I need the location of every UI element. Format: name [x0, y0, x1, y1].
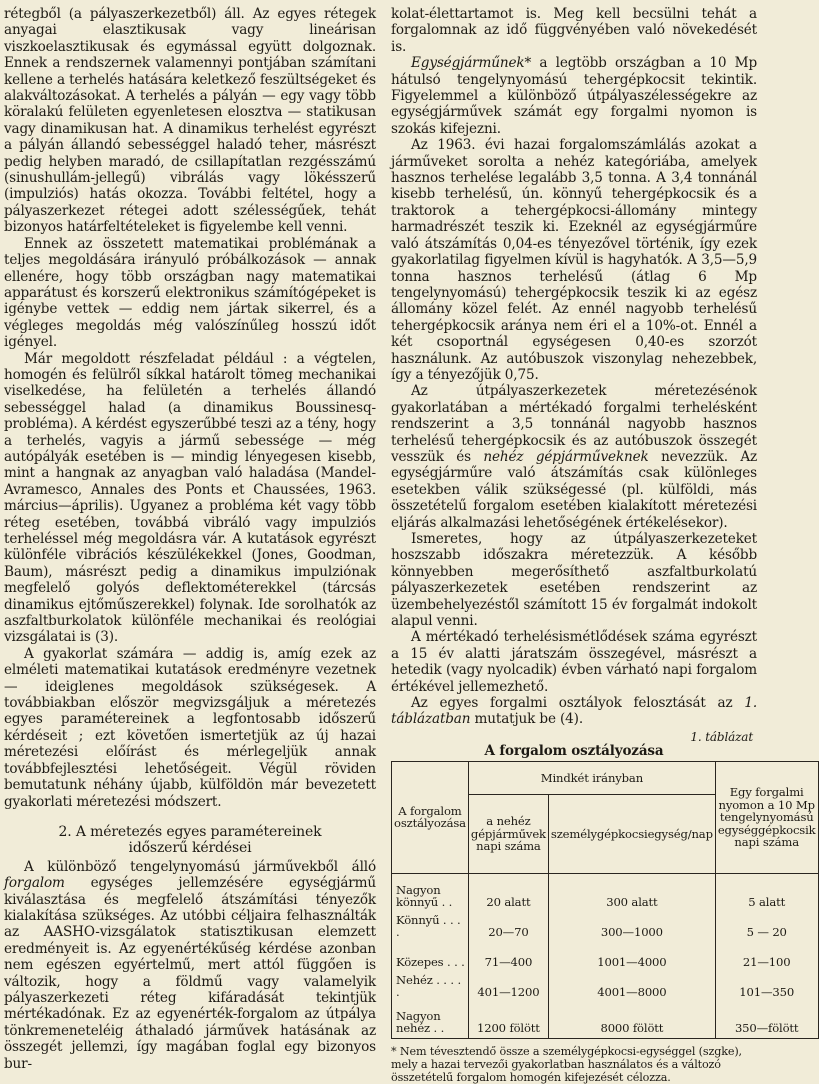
paragraph: Már megoldott részfeladat például : a végtelen, homogén és felülről síkkal határolt tömeg mechanikai viselkedése, ha felületén a terhelés állandó sebességgel halad (a dinamikus Boussinesq-probléma). A kérdést egyszerűbbé teszi az a tény, hogy a terhelés, vagyis a jármű sebessége — még autópályák esetében is — mindig lényegesen kisebb, mint a hangnak az anyagban való haladása (Mandel-Avramesco, Annales des Ponts et Chaussées, 1963. március—április). Ugyanez a probléma két vagy több réteg esetében, továbbá vibráló vagy impulziós terheléssel még megoldásra vár. A kutatások egyrészt különféle vibrációs készülékekkel (Jones, Goodman, Baum), másrészt pedig a dinamikus impulziónak megfelelő golyós deflektométerekkel (tárcsás dinamikus ejtőműszerekkel) folynak. Ide sorolhatók az aszfaltburkolatok különféle mechanikai és reológiai vizsgálatai is (3).	[4, 350, 376, 646]
table-header-cell: Mindkét irányban	[468, 761, 715, 794]
paragraph	[4, 859, 376, 1072]
emphasis: nehéz gépjárműveknek	[483, 448, 649, 465]
table-cell: 4001—8000	[548, 972, 715, 1002]
text-run: * a legtöbb országban a 10 Mp hátulsó tengelynyomású tehergépkocsit tekintik. Figyelemmel a különböző útpályaszélességekre az egységjárművek számát egy forgalmi nyomon is szokás kifejezni.	[391, 55, 757, 137]
table-cell: 1001—4000	[548, 942, 715, 972]
text-run: nevezzük. Az egységjárműre való átszámítás csak különleges esetekben válik szükségessé (pl. külföldi, más összetételű forgalom esetében kialakított méretezési eljárás alkalmazási lehetőségének értékelésekor).	[391, 448, 757, 531]
table-cell: 401—1200	[468, 972, 548, 1002]
table-header-cell: A forgalom osztályozása	[392, 761, 469, 873]
section-heading	[4, 824, 376, 857]
text-run: A különböző tengelynyomású járművekből álló	[24, 858, 376, 875]
table-cell: 21—100	[715, 942, 818, 972]
table-cell: 300—1000	[548, 912, 715, 942]
table-cell: 8000 fölött	[548, 1002, 715, 1039]
paragraph: rétegből (a pályaszerkezetből) áll. Az egyes rétegek anyagai elasztikusak vagy lineárisan viszkoelasztikusak és egymással együtt dolgoznak. Ennek a rendszernek valamennyi pontjában számítani kellene a terhelés hatására keletkező feszültségeket és alakváltozásokat. A terhelés a pályán — egy vagy több köralakú felületen egyenletesen elosztva — statikusan vagy dinamikusan hat. A dinamikus terhelést egyrészt a pályán állandó sebességgel haladó teher, másrészt pedig helyben maradó, de csillapítatlan rezgésszámú (sinushullám-jellegű) vibrálás vagy lökésszerű (impulziós) hatás okozza. További feltétel, hogy a pályaszerkezet rétegei adott szélességűek, tehát bizonyos határfeltételeket is figyelembe kell venni.	[4, 6, 376, 236]
paragraph: A gyakorlat számára — addig is, amíg ezek az elméleti matematikai kutatások eredményre vezetnek — ideiglenes megoldások szükségesek. A továbbiakban először megvizsgáljuk a méretezés egyes paramétereinek a legfontosabb időszerű kérdéseit ; ezt követően ismertetjük az új hazai méretezési előírást és mérlegeljük annak továbbfejlesztési lehetőségeit. Végül röviden bemutatunk néhány újabb, külföldön már bevezetett gyakorlati méretezési módszert.	[4, 645, 376, 810]
table-cell: Könnyű . . . .	[392, 912, 469, 942]
text-run: egységes jellemzésére egységjármű kiválasztása és megfelelő átszámítási tényezők kialakítása szükséges. Az utóbbi céljaira felhasználták az AASHO-vizsgálatok statisztikusan elemzett eredményeit is. Az egyenértékűség kérdése azonban nem egészen egyértelmű, mert attól függően is változik, hogy a földmű vagy valamelyik pályaszerkezeti réteg kifáradását tekintjük mértékadónak. Ez az egyenérték-forgalom az útpálya tönkremeneteléig áthaladó járművek hatásának az összegét jellemzi, így magában foglal egy bizonyos bur-	[4, 875, 376, 1072]
paragraph: kolat-élettartamot is. Meg kell becsülni tehát a forgalomnak az idő függvényében való növekedését is.	[391, 6, 757, 55]
paragraph: A mértékadó terhelésismétlődések száma egyrészt a 15 év alatti járatszám összegével, másrészt a hetedik (vagy nyolcadik) évben várható napi forgalom értékével jellemezhető.	[391, 629, 757, 695]
table-row	[392, 912, 819, 942]
table-cell: 300 alatt	[548, 873, 715, 912]
table-cell: 101—350	[715, 972, 818, 1002]
table-row	[392, 972, 819, 1002]
paragraph: Ismeretes, hogy az útpályaszerkezeteket hoszszabb időszakra méretezzük. A később könnyebben megerősíthető aszfaltburkolatú pályaszerkezetek esetében rendszerint az üzembehelyezéstől számított 15 év forgalmát indokolt alapul venni.	[391, 531, 757, 630]
table-cell: 350—fölött	[715, 1002, 818, 1039]
table-header-cell: Egy forgalmi nyomon a 10 Mp tengelynyomású egységgépkocsik napi száma	[715, 761, 818, 873]
text-run: mutatjuk be (4).	[470, 711, 583, 728]
traffic-classification-table	[391, 761, 819, 1039]
section-heading-line-1: 2. A méretezés egyes paramétereinek	[58, 823, 322, 840]
left-column	[4, 6, 376, 1072]
paragraph: Ennek az összetett matematikai problémának a teljes megoldására irányuló próbálkozások — annak ellenére, hogy több országban nagy matematikai apparátust és korszerű elektronikus számítógépeket is igénybe vettek — eddig nem jártak sikerrel, és a végleges megoldás még valószínűleg hosszú időt igényel.	[4, 235, 376, 351]
footnote: * Nem tévesztendő össze a személygépkocsi-egységgel (szgke), mely a hazai tervezői gyakorlatban használatos és a változó összetételű forgalom homogén kifejezését célozza.	[391, 1044, 742, 1084]
right-column	[391, 6, 816, 1084]
table-cell: 71—400	[468, 942, 548, 972]
paragraph	[391, 695, 757, 728]
table-title: A forgalom osztályozása	[484, 742, 664, 759]
emphasis: Egységjárműnek	[411, 55, 525, 72]
paragraph	[391, 55, 757, 137]
emphasis: forgalom	[4, 875, 65, 892]
table-row	[392, 873, 819, 912]
table-cell: 20—70	[468, 912, 548, 942]
table-header-cell: a nehéz gépjárművek napi száma	[468, 794, 548, 873]
table-header-cell: személygépkocsiegység/nap	[548, 794, 715, 873]
table-row	[392, 1002, 819, 1039]
table-cell: 5 — 20	[715, 912, 818, 942]
table-cell: Nagyon nehéz . .	[392, 1002, 469, 1039]
text-run: Az útpályaszerkezetek méretezésénok gyakorlatában a mértékadó forgalmi terhelésként rendszerint a 3,5 tonnánál nagyobb hasznos terhelésű tehergépkocsik és az autóbuszok összegét vesszük és	[391, 383, 757, 465]
table-number: 1. táblázat	[690, 729, 753, 744]
table-row	[392, 942, 819, 972]
table-cell: 1200 fölött	[468, 1002, 548, 1039]
table-cell: Nagyon könnyű . .	[392, 873, 469, 912]
table-header-row	[392, 761, 819, 794]
table-cell: 5 alatt	[715, 873, 818, 912]
paragraph: Az 1963. évi hazai forgalomszámlálás azokat a járműveket sorolta a nehéz kategóriába, amelyek hasznos terhelése legalább 3,5 tonna. A 3,4 tonnánál kisebb terhelésű, ún. könnyű tehergépkocsik és a traktorok a tehergépkocsi-állomány mintegy harmadrészét teszik ki. Ezeknél az egységjárműre való átszámítás 0,04-es tényezővel történik, így ezek gyakorlatilag figyelmen kívül is hagyhatók. A 3,5—5,9 tonna hasznos terhelésű (átlag 6 Mp tengelynyomású) tehergépkocsik teszik ki az egész állomány közel felét. Az ennél nagyobb terhelésű tehergépkocsik aránya nem éri el a 10%-ot. Ennél a két csoportnál egységesen 0,40-es szorzót használunk. Az autóbuszok viszonylag nehezebbek, így a tényezőjük 0,75.	[391, 137, 757, 383]
text-run: Az egyes forgalmi osztályok felosztását az	[411, 695, 745, 712]
emphasis: 1. táblázatban	[391, 695, 757, 728]
section-heading-line-2: időszerű kérdései	[128, 840, 252, 857]
table-cell: Nehéz . . . . .	[392, 972, 469, 1002]
table-cell: Közepes . . .	[392, 942, 469, 972]
paragraph	[391, 383, 757, 531]
table-cell: 20 alatt	[468, 873, 548, 912]
